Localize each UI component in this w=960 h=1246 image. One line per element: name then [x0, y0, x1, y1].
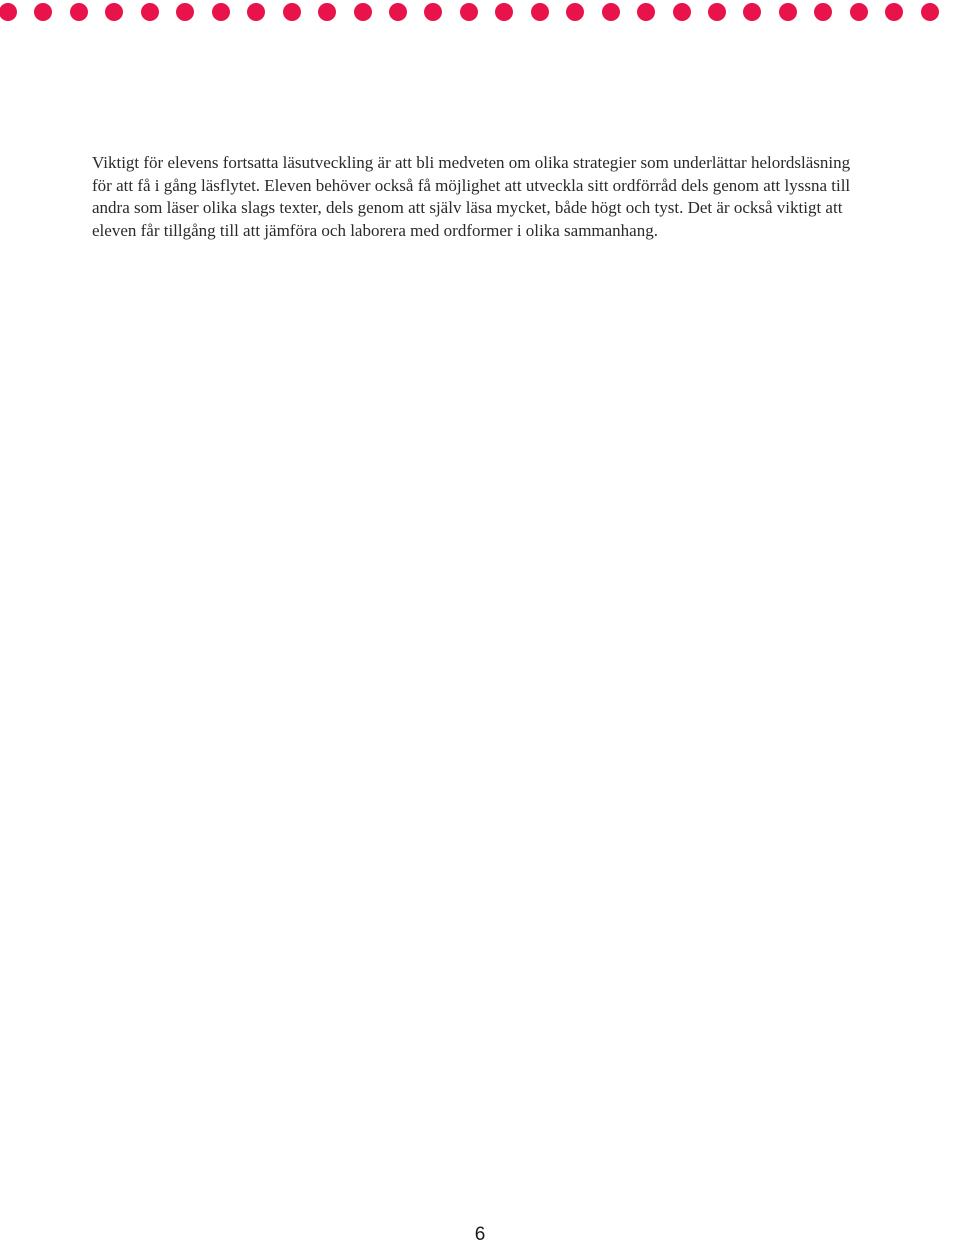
decorative-dot — [247, 3, 265, 21]
decorative-dot — [566, 3, 584, 21]
decorative-dot — [708, 3, 726, 21]
decorative-dot — [495, 3, 513, 21]
decorative-dot — [814, 3, 832, 21]
decorative-dot — [460, 3, 478, 21]
decorative-dot — [531, 3, 549, 21]
decorative-dot — [637, 3, 655, 21]
decorative-dot — [176, 3, 194, 21]
decorative-dot — [743, 3, 761, 21]
decorative-dot — [318, 3, 336, 21]
decorative-dot — [850, 3, 868, 21]
decorative-dot — [354, 3, 372, 21]
decorative-dot — [0, 3, 17, 21]
decorative-dot — [424, 3, 442, 21]
decorative-dot — [921, 3, 939, 21]
decorative-dot — [779, 3, 797, 21]
decorative-dot — [70, 3, 88, 21]
decorative-dot — [283, 3, 301, 21]
decorative-dot — [602, 3, 620, 21]
decorative-dot — [212, 3, 230, 21]
decorative-dot — [673, 3, 691, 21]
decorative-dot-border — [0, 3, 960, 23]
decorative-dot — [141, 3, 159, 21]
decorative-dot — [885, 3, 903, 21]
page-number: 6 — [474, 1224, 486, 1245]
decorative-dot — [389, 3, 407, 21]
decorative-dot — [34, 3, 52, 21]
decorative-dot — [105, 3, 123, 21]
body-paragraph: Viktigt för elevens fortsatta läsutveckling är att bli medveten om olika strategier som underlättar helordsläsning för att få i gång läsflytet. Eleven behöver också få möjlighet att utveckla sitt ordförråd dels genom att lyssna till andra som läser olika slags texter, dels genom att själv läsa mycket, både högt och tyst. Det är också viktigt att eleven får tillgång till att jämföra och laborera med ordformer i olika sammanhang. — [92, 153, 851, 241]
